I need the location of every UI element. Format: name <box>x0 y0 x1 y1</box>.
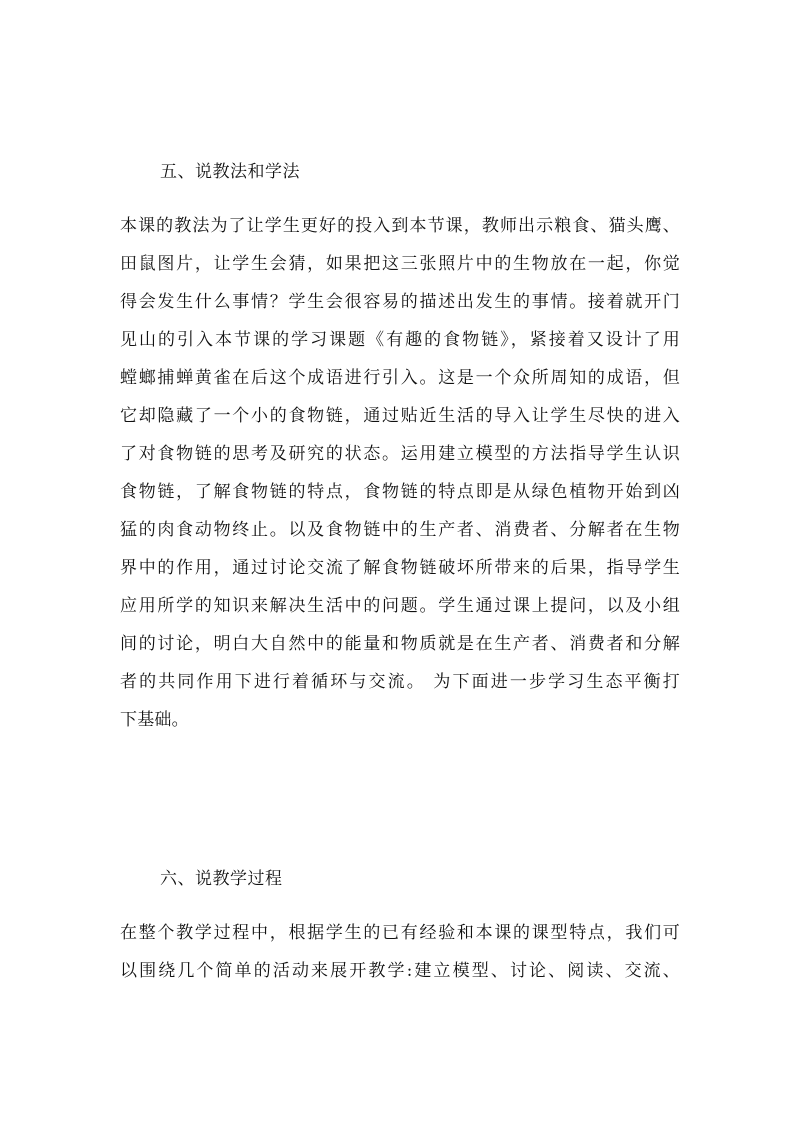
paragraph-line: 螳螂捕蝉黄雀在后这个成语进行引入。这是一个众所周知的成语，但 <box>120 368 680 388</box>
paragraph-teaching-methods <box>120 214 680 746</box>
paragraph-line: 了对食物链的思考及研究的状态。运用建立模型的方法指导学生认识 <box>120 444 680 464</box>
paragraph-line: 应用所学的知识来解决生活中的问题。学生通过课上提问，以及小组 <box>120 596 680 616</box>
paragraph-line: 界中的作用，通过讨论交流了解食物链破坏所带来的后果，指导学生 <box>120 558 680 578</box>
paragraph-line: 者的共同作用下进行着循环与交流。 为下面进一步学习生态平衡打 <box>120 672 680 692</box>
paragraph-line: 它却隐藏了一个小的食物链，通过贴近生活的导入让学生尽快的进入 <box>120 406 680 426</box>
paragraph-teaching-process <box>120 921 680 997</box>
paragraph-line: 田鼠图片，让学生会猜，如果把这三张照片中的生物放在一起，你觉 <box>120 254 680 274</box>
paragraph-line: 下基础。 <box>120 710 189 730</box>
paragraph-line: 以围绕几个简单的活动来展开教学:建立模型、讨论、阅读、交流、 <box>120 961 680 981</box>
paragraph-line: 在整个教学过程中，根据学生的已有经验和本课的课型特点，我们可 <box>120 923 680 943</box>
paragraph-line: 本课的教法为了让学生更好的投入到本节课，教师出示粮食、猫头鹰、 <box>120 216 680 236</box>
paragraph-line: 见山的引入本节课的学习课题《有趣的食物链》，紧接着又设计了用 <box>120 330 680 350</box>
paragraph-line: 食物链，了解食物链的特点，食物链的特点即是从绿色植物开始到凶 <box>120 482 680 502</box>
paragraph-line: 猛的肉食动物终止。以及食物链中的生产者、消费者、分解者在生物 <box>120 520 680 540</box>
section-heading-teaching-methods: 五、说教法和学法 <box>160 162 300 182</box>
paragraph-line: 间的讨论，明白大自然中的能量和物质就是在生产者、消费者和分解 <box>120 634 680 654</box>
paragraph-line: 得会发生什么事情？学生会很容易的描述出发生的事情。接着就开门 <box>120 292 680 312</box>
section-heading-teaching-process: 六、说教学过程 <box>160 869 283 889</box>
